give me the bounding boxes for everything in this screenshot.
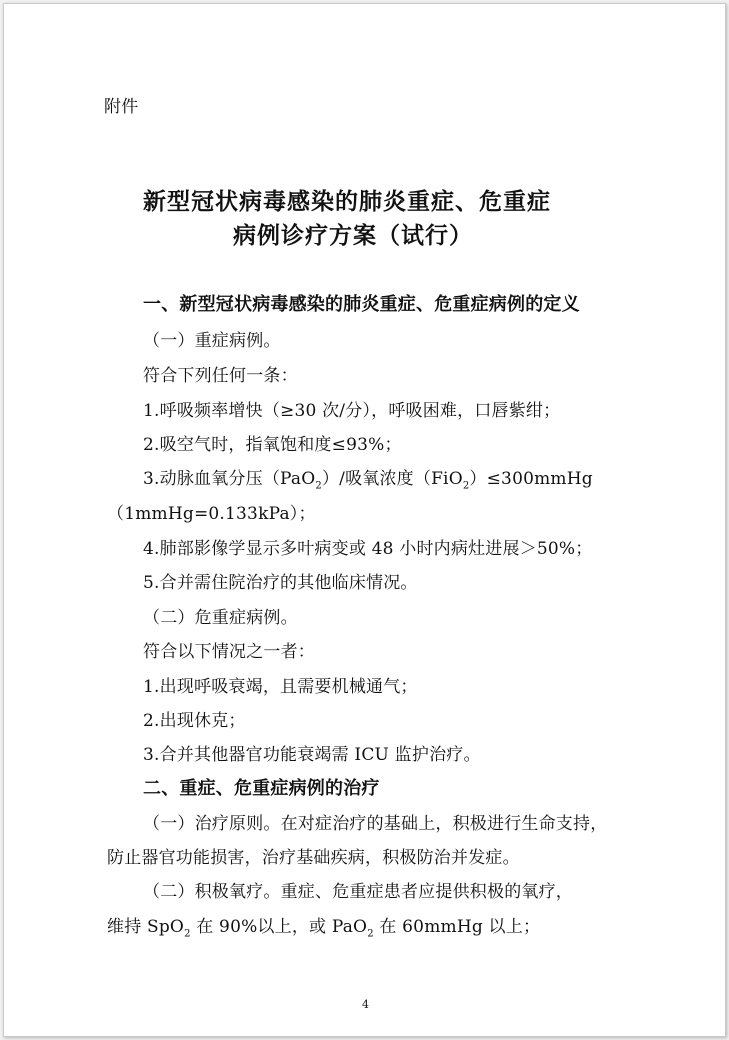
severe-case-heading: （一）重症病例。 (143, 331, 281, 351)
document-title-line2: 病例诊疗方案（试行） (233, 223, 473, 249)
oxygen-therapy-line1: （二）积极氧疗。重症、危重症患者应提供积极的氧疗， (143, 882, 573, 902)
attachment-label: 附件 (104, 97, 139, 117)
treatment-principle-line1: （一）治疗原则。在对症治疗的基础上，积极进行生命支持， (143, 814, 608, 834)
severe-criterion-1: 1.呼吸频率增快（≥30 次/分），呼吸困难，口唇紫绀； (143, 401, 561, 421)
severe-criterion-5: 5.合并需住院治疗的其他临床情况。 (143, 573, 418, 593)
severe-case-intro: 符合下列任何一条： (143, 366, 298, 386)
severe-criterion-2: 2.吸空气时，指氧饱和度≤93%； (143, 435, 402, 455)
section1-heading: 一、新型冠状病毒感染的肺炎重症、危重症病例的定义 (143, 294, 580, 315)
page-number: 4 (362, 998, 370, 1011)
severe-criterion-4: 4.肺部影像学显示多叶病变或 48 小时内病灶进展＞50%； (143, 539, 593, 559)
severe-criterion-3-continued: （1mmHg=0.133kPa）； (107, 504, 316, 524)
severe-criterion-3: 3.动脉血氧分压（PaO$_2$）/吸氧浓度（FiO$_2$）≤300mmHg (143, 469, 593, 492)
critical-criterion-2: 2.出现休克； (143, 711, 246, 731)
critical-case-heading: （二）危重症病例。 (143, 608, 298, 628)
document-title-line1: 新型冠状病毒感染的肺炎重症、危重症 (143, 189, 551, 215)
treatment-principle-line2: 防止器官功能损害，治疗基础疾病，积极防治并发症。 (107, 848, 520, 868)
critical-case-intro: 符合以下情况之一者： (143, 642, 315, 662)
section2-heading: 二、重症、危重症病例的治疗 (143, 778, 380, 799)
oxygen-therapy-line2: 维持 SpO$_2$ 在 90%以上，或 PaO$_2$ 在 60mmHg 以上； (107, 917, 541, 940)
critical-criterion-1: 1.出现呼吸衰竭，且需要机械通气； (143, 677, 418, 697)
critical-criterion-3: 3.合并其他器官功能衰竭需 ICU 监护治疗。 (143, 745, 481, 765)
document-page (3, 3, 726, 1037)
